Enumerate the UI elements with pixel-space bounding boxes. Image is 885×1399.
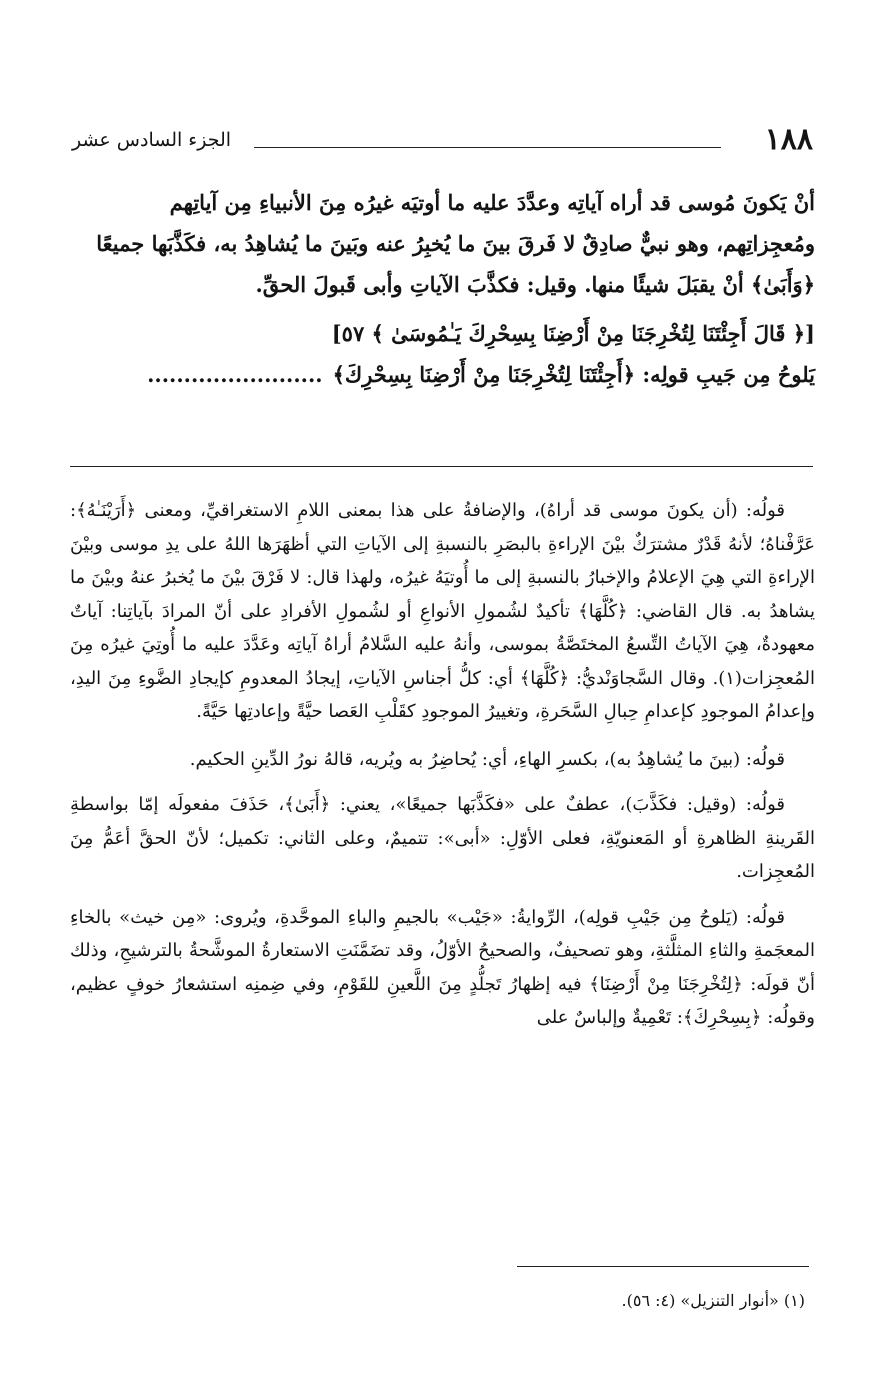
main-divider	[70, 466, 813, 467]
footnote-divider	[517, 1266, 809, 1267]
commentary-paragraph: قولُه: (أن يكونَ موسى قد أراهُ)، والإضافةُ على هذا بمعنى اللامِ الاستغراقيِّ، ومعنى ﴿أَرَيْنَـٰهُ﴾: عَرَّفْناهُ؛ لأنهُ قَدْرٌ مشترَكٌ بيْنَ الإراءةِ بالبصَرِ بالنسبةِ إلى الآياتِ التي أظهَرَها اللهُ على يدِ موسى وبيْنَ الإراءةِ التي هِيَ الإعلامُ والإخبارُ بالنسبةِ إلى ما أُوتيَهُ غيرُه، ولهذا قال: لا فَرْقَ بيْنَ ما يُخبرُ عنهُ وبيْنَ ما يشاهدُ به. قال القاضي: ﴿كُلَّهَا﴾ تأكيدٌ لشُمولِ الأنواعِ أو لشُمولِ الأفرادِ على أنّ المرادَ بآياتِنا: آياتٌ معهودةٌ، هِيَ الآياتُ التِّسعُ المختَصَّةُ بموسى، وأنهُ عليه السَّلامُ أراهُ آياتِه وعَدَّدَ عليه ما أُوتِيَ غيرُه مِنَ المُعجِزات(١). وقال السَّجاوَنْديُّ: ﴿كُلَّهَا﴾ أي: كلُّ أجناسِ الآياتِ، إيجادُ المعدومِ كإيجادِ الضَّوءِ مِنَ اليدِ، وإعدامُ الموجودِ كإعدامِ حِبالِ السَّحَرةِ، وتغييرُ الموجودِ كقَلْبِ العَصا حيَّةً وإعادتِها حَيَّةً.	[70, 500, 815, 722]
quran-verse: [﴿ قَالَ أَجِئْتَنَا لِتُخْرِجَنَا مِنْ أَرْضِنَا بِسِحْرِكَ يَـٰمُوسَىٰ ﴾ ٥٧]	[331, 321, 815, 346]
part-title: الجزء السادس عشر	[72, 129, 232, 151]
header-rule	[254, 147, 721, 148]
commentary	[70, 494, 815, 1047]
ellipsis-dots: ........................	[147, 362, 323, 387]
footnote: (١) «أنوار التنزيل» (٤: ٥٦).	[621, 1291, 805, 1310]
main-text	[70, 182, 815, 395]
page-number: ١٨٨	[764, 122, 813, 157]
commentary-paragraph: قولُه: (يَلوحُ مِن جَيْبِ قولِه)، الرِّوايةُ: «جَيْب» بالجيمِ والباءِ الموحَّدةِ، ويُروى: «مِن خيث» بالخاءِ المعجَمةِ والثاءِ المثلَّثةِ، وهو تصحيفٌ، والصحيحُ الأوّلُ، وقد تضَمَّنَتِ الاستعارةُ الموشَّحةُ بالترشيحِ، وذلك أنّ قولَه: ﴿لِتُخْرِجَنَا مِنْ أَرْضِنَا﴾ فيه إظهارُ تَجلُّدٍ مِنَ اللَّعينِ للقَوْمِ، وفي ضِمنِه استشعارُ خوفٍ عظيم، وقولُه: ﴿بِسِحْرِكَ﴾: تَعْمِيةٌ وإلباسٌ على	[70, 906, 815, 1028]
commentary-paragraph: قولُه: (وقيل: فكَذَّبَ)، عطفٌ على «فكَذَّبَها جميعًا»، يعني: ﴿أَبَىٰ﴾، حَذَفَ مفعولَه إمّا بواسطةِ القَرينةِ الظاهرةِ أو المَعنويّةِ، فعلى الأوّلِ: «أبى»: تتميمٌ، وعلى الثاني: تكميل؛ لأنّ الحقَّ أعَمُّ مِنَ المُعجِزات.	[70, 794, 815, 882]
main-text-line-5: يَلوحُ مِن جَيبِ قولِه: ﴿أَجِئْتَنَا لِتُخْرِجَنَا مِنْ أَرْضِنَا بِسِحْرِكَ﴾	[332, 362, 815, 387]
main-text-line: ومُعجِزاتِهم، وهو نبيٌّ صادِقٌ لا فَرقَ بينَ ما يُخبِرُ عنه وبَينَ ما يُشاهِدُ به، فكَذَّبَها جميعًا	[96, 231, 815, 256]
main-text-line: أنْ يَكونَ مُوسى قد أراه آياتِه وعدَّدَ عليه ما أوتيَه غيرُه مِنَ الأنبياءِ مِن آياتِهم	[169, 190, 815, 215]
main-text-line	[70, 354, 815, 395]
commentary-paragraph: قولُه: (بينَ ما يُشاهِدُ به)، بكسرِ الهاءِ، أي: يُحاضِرُ به ويُريه، قالهُ نورُ الدِّينِ الحكيم.	[189, 748, 785, 770]
main-text-line: ﴿وَأَبَىٰ﴾ أنْ يقبَلَ شيئًا منها. وقيل: فكذَّبَ الآياتِ وأبى قَبولَ الحقِّ.	[255, 272, 815, 297]
page-header	[72, 120, 813, 160]
